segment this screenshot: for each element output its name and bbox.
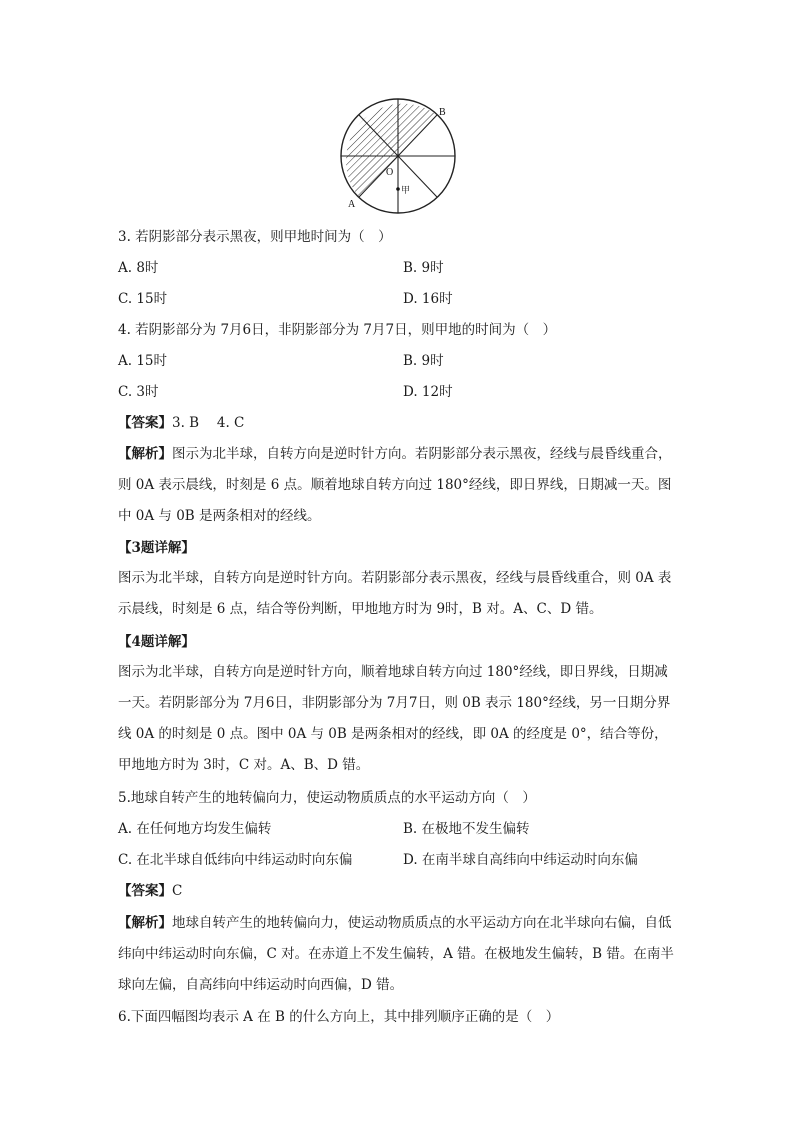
q4-stem: 4. 若阴影部分为 7月6日，非阴影部分为 7月7日，则甲地的时间为（ ） [118, 322, 557, 338]
q3-option-d: D. 16时 [403, 291, 453, 307]
q4-option-c: C. 3时 [118, 384, 159, 400]
q5-option-d: D. 在南半球自高纬向中纬运动时向东偏 [403, 852, 638, 868]
q3-option-b: B. 9时 [403, 260, 444, 276]
label-B: B [439, 107, 446, 118]
q3-option-a: A. 8时 [118, 260, 159, 276]
answer5-tag: 【答案】 [118, 883, 172, 899]
detail-4-heading: 【4题详解】 [118, 634, 195, 650]
analysis-3-4 [118, 439, 678, 532]
q4-option-a: A. 15时 [118, 353, 168, 369]
analysis-5 [118, 908, 678, 1001]
q3-option-c: C. 15时 [118, 291, 168, 307]
detail-3-text: 图示为北半球，自转方向是逆时针方向。若阴影部分表示黑夜，经线与晨昏线重合，则 0A 表示晨线，时刻是 6 点，结合等份判断，甲地地方时为 9时，B 对。A、C、D 错。 [118, 570, 672, 617]
q5-option-b: B. 在极地不发生偏转 [403, 821, 530, 837]
answer-5 [118, 882, 182, 900]
detail-4-text: 图示为北半球，自转方向是逆时针方向，顺着地球自转方向过 180°经线，即日界线，日期减一天。若阴影部分为 7月6日，非阴影部分为 7月7日，则 0B 表示 180°经线，另一日期分界线 0A 的时刻是 0 点。图中 0A 与 0B 是两条相对的经线，即 0A 的经度是 0°，结合等份，甲地地方时为 3时，C 对。A、B、D 错。 [118, 664, 671, 773]
q5-option-c: C. 在北半球自低纬向中纬运动时向东偏 [118, 852, 353, 868]
answer-text: 3. B 4. C [172, 415, 245, 431]
jia-point [396, 187, 400, 191]
q5-stem: 5.地球自转产生的地转偏向力，使运动物质质点的水平运动方向（ ） [118, 790, 536, 806]
detail-3-heading: 【3题详解】 [118, 540, 195, 556]
q3-stem: 3. 若阴影部分表示黑夜，则甲地时间为（ ） [118, 229, 392, 245]
answer-3-4 [118, 414, 244, 432]
analysis5-tag: 【解析】 [118, 915, 172, 931]
label-jia: 甲 [401, 186, 411, 196]
analysis-tag: 【解析】 [118, 446, 172, 462]
label-O: O [386, 167, 394, 178]
analysis5-text: 地球自转产生的地转偏向力，使运动物质质点的水平运动方向在北半球向右偏，自低纬向中纬运动时向东偏，C 对。在赤道上不发生偏转，A 错。在极地发生偏转，B 错。在南半球向左偏，自高纬向中纬运动时向西偏，D 错。 [118, 915, 674, 993]
q6-stem: 6.下面四幅图均表示 A 在 B 的什么方向上，其中排列顺序正确的是（ ） [118, 1009, 560, 1025]
analysis-text: 图示为北半球，自转方向是逆时针方向。若阴影部分表示黑夜，经线与晨昏线重合，则 0A 表示晨线，时刻是 6 点。顺着地球自转方向过 180°经线，即日界线，日期减一天。图中 0A 与 0B 是两条相对的经线。 [118, 446, 672, 524]
earth-polar-diagram [333, 93, 467, 217]
q4-option-b: B. 9时 [403, 353, 444, 369]
q5-option-a: A. 在任何地方均发生偏转 [118, 821, 272, 837]
label-A: A [348, 199, 356, 210]
answer-tag: 【答案】 [118, 415, 172, 431]
answer5-text: C [172, 883, 183, 899]
q4-option-d: D. 12时 [403, 384, 453, 400]
